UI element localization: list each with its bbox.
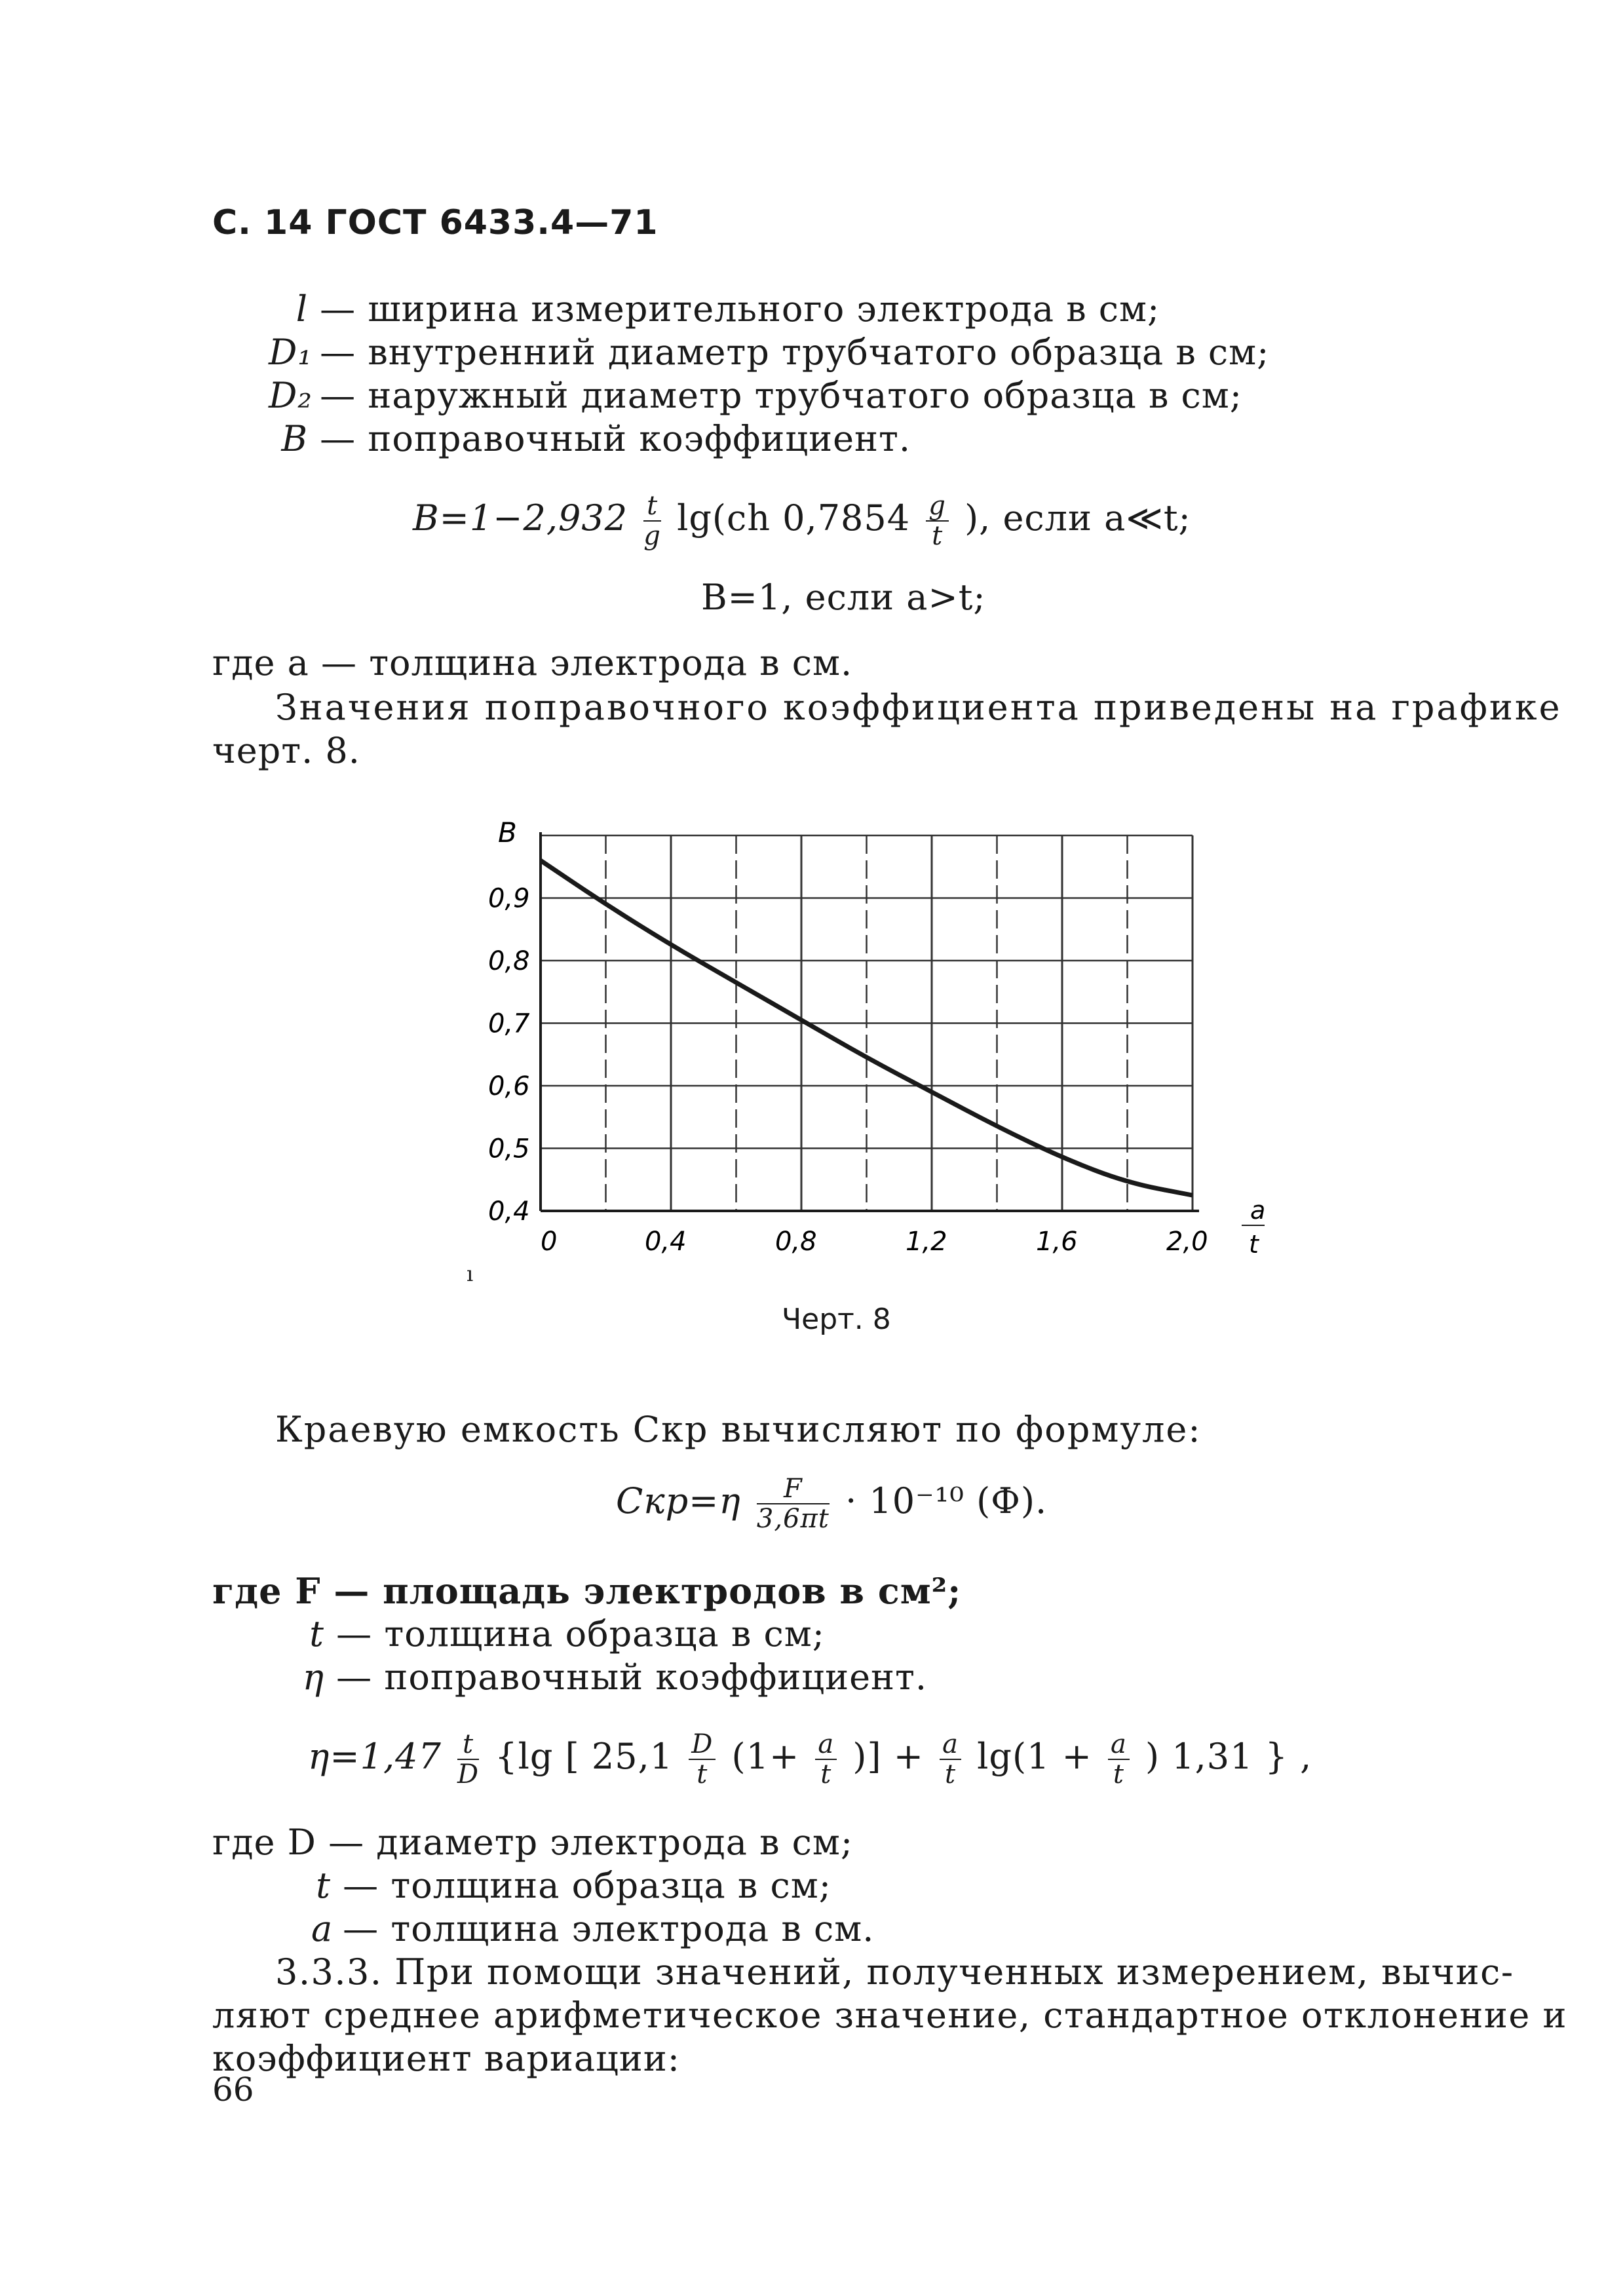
symbol: D₁ (269, 332, 313, 373)
formula-b-alt: B=1, если a>t; (701, 577, 986, 618)
x-tick-label: 1,2 (906, 1227, 947, 1257)
paragraph-2: Краевую емкость Cкр вычисляют по формуле: (275, 1409, 1202, 1450)
formula-part-2: (1+ (731, 1736, 800, 1777)
denominator: t (697, 1759, 708, 1789)
definition-a (311, 1908, 874, 1950)
symbol: t (309, 1613, 324, 1655)
fraction-t-over-g (643, 491, 661, 550)
definition-text: — поправочный коэффициент. (324, 1656, 928, 1698)
definition-d (212, 1822, 853, 1864)
chart-grid (541, 835, 1193, 1211)
formula-lhs: η=1,47 (308, 1736, 442, 1777)
fraction-a-over-t-1 (815, 1730, 837, 1789)
x-tick-labels (541, 1227, 1208, 1257)
fraction-g-over-t (926, 491, 949, 550)
y-tick-labels (488, 884, 530, 1227)
definition-d2 (269, 375, 1242, 417)
y-tick-label: 0,8 (488, 946, 530, 976)
y-axis-label: B (498, 816, 517, 849)
numerator: a (1108, 1730, 1130, 1760)
paragraph-1-line-2: черт. 8. (212, 730, 360, 771)
denominator: t (1113, 1759, 1124, 1789)
x-tick-label: 0 (541, 1227, 558, 1257)
symbol: a (311, 1908, 334, 1949)
definition-text: — толщина образца в см; (324, 1613, 825, 1655)
denominator: t (820, 1759, 832, 1789)
x-tick-label: 1,6 (1036, 1227, 1078, 1257)
numerator: D (689, 1730, 716, 1760)
definition-text: — поправочный коэффициент. (308, 418, 911, 459)
symbol: где D (212, 1822, 316, 1863)
definition-text: — диаметр электрода в см; (316, 1822, 854, 1863)
y-tick-label: 0,5 (488, 1134, 530, 1164)
stray-mark: ı (467, 1261, 474, 1286)
fraction-a-over-t-2 (940, 1730, 961, 1789)
formula-part-1: {lg [ 25,1 (495, 1736, 674, 1777)
definition-text: — площадь электродов в см²; (320, 1570, 962, 1612)
fraction-d-over-t (689, 1730, 716, 1789)
numerator: t (643, 491, 661, 522)
definition-l (282, 288, 1160, 330)
fraction-a-over-t-3 (1108, 1730, 1130, 1789)
page-number: 66 (212, 2071, 254, 2109)
definition-text: — внутренний диаметр трубчатого образца в см; (308, 332, 1270, 373)
symbol: t (316, 1865, 331, 1906)
numerator: g (926, 491, 949, 522)
denominator: 3,6πt (756, 1504, 830, 1534)
formula-tail: ), если a≪t; (964, 497, 1191, 539)
denominator: g (643, 521, 661, 551)
formula-part-4: lg(1 + (977, 1736, 1092, 1777)
definition-t-2 (311, 1865, 831, 1907)
numerator: t (457, 1730, 479, 1760)
definition-t (305, 1613, 825, 1655)
denominator: t (945, 1759, 957, 1789)
x-tick-label: 2,0 (1166, 1227, 1208, 1257)
y-tick-label: 0,4 (488, 1196, 530, 1227)
definition-d1 (269, 332, 1269, 373)
definition-text: — наружный диаметр трубчатого образца в см; (308, 375, 1242, 416)
denominator: D (457, 1759, 480, 1789)
x-tick-label: 0,8 (775, 1227, 817, 1257)
x-axis-label (1242, 1196, 1265, 1259)
y-tick-label: 0,9 (488, 883, 530, 914)
fraction-f-over-3-6-pi-t (757, 1474, 830, 1533)
x-axis-label-denominator: t (1249, 1230, 1259, 1259)
symbol: D₂ (269, 375, 313, 416)
paragraph-3-line-1: 3.3.3. При помощи значений, полученных измерением, вычис- (275, 1951, 1514, 1993)
definition-text: — ширина измерительного электрода в см; (308, 288, 1160, 330)
fraction-t-over-d (457, 1730, 479, 1789)
correction-coefficient-chart (452, 813, 1278, 1297)
paragraph-1-line-1: Значения поправочного коэффициента приведены на графике (275, 687, 1562, 728)
formula-tail: · 10⁻¹⁰ (Ф). (845, 1480, 1048, 1521)
symbol: B (281, 418, 308, 459)
numerator: a (940, 1730, 961, 1760)
denominator: t (932, 521, 944, 551)
formula-mid: lg(ch 0,7854 (677, 497, 911, 539)
page-header: С. 14 ГОСТ 6433.4—71 (212, 203, 659, 242)
x-axis-label-numerator: a (1250, 1196, 1266, 1225)
formula-c (616, 1474, 1047, 1533)
numerator: F (757, 1474, 830, 1504)
definition-eta (301, 1656, 927, 1698)
paragraph-3-line-3: коэффициент вариации: (212, 2038, 680, 2079)
definition-f (212, 1570, 961, 1612)
formula-part-3: )] + (852, 1736, 924, 1777)
numerator: a (815, 1730, 837, 1760)
symbol: η (302, 1656, 324, 1698)
y-tick-label: 0,7 (488, 1008, 530, 1039)
formula-eta (308, 1730, 1312, 1789)
paragraph-3-line-2: ляют среднее арифметическое значение, стандартное отклонение и (212, 1995, 1568, 2036)
chart-caption: Черт. 8 (782, 1303, 891, 1336)
definition-text: — толщина электрода в см. (331, 1908, 875, 1949)
formula-part-5: ) 1,31 } , (1145, 1736, 1312, 1777)
formula-b-main (413, 491, 1191, 550)
formula-lhs: B=1−2,932 (413, 497, 628, 539)
symbol: l (296, 288, 308, 330)
y-tick-label: 0,6 (488, 1071, 530, 1101)
x-tick-label: 0,4 (645, 1227, 687, 1257)
where-a-text: где a — толщина электрода в см. (212, 642, 853, 683)
formula-lhs: Cкр=η (616, 1480, 741, 1521)
symbol: где F (212, 1570, 321, 1612)
definition-b (275, 418, 911, 460)
definition-text: — толщина образца в см; (331, 1865, 831, 1906)
chart-axes (541, 832, 1199, 1211)
